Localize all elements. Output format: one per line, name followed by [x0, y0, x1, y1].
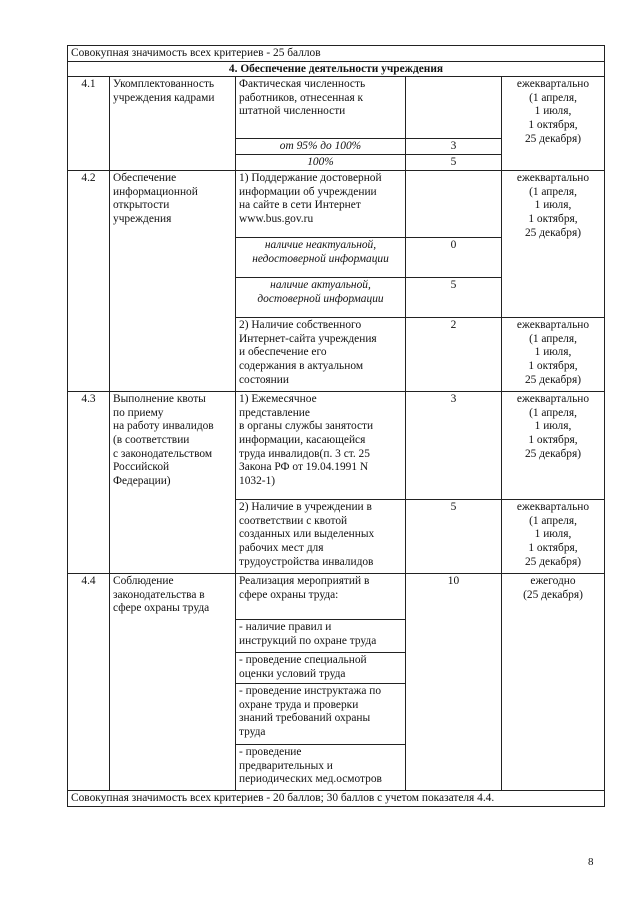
criterion-number: 4.2 [68, 171, 110, 392]
sub-indicator: наличие неактуальной, недостоверной информации [236, 238, 406, 278]
score-empty [406, 77, 502, 139]
criteria-table [67, 45, 605, 807]
criterion-name: Соблюдение законодательства в сфере охраны труда [110, 574, 236, 791]
sub-item: - проведение предварительных и периодических мед.осмотров [236, 745, 406, 791]
table-row [68, 392, 605, 500]
score: 2 [406, 318, 502, 392]
score-empty [406, 171, 502, 238]
sub-indicator: 100% [236, 155, 406, 171]
criterion-number: 4.3 [68, 392, 110, 574]
top-total-row [68, 46, 605, 62]
top-total: Совокупная значимость всех критериев - 25 баллов [68, 46, 605, 62]
period-empty [502, 684, 605, 745]
sub-indicator: наличие актуальной, достоверной информации [236, 278, 406, 318]
score-empty [406, 684, 502, 745]
score: 5 [406, 500, 502, 574]
score-empty [406, 745, 502, 791]
score: 3 [406, 392, 502, 500]
score: 10 [406, 574, 502, 620]
indicator: 2) Наличие в учреждении в соответствии с квотой созданных или выделенных рабочих мест для трудоустройства инвалидов [236, 500, 406, 574]
criterion-number: 4.4 [68, 574, 110, 791]
period-empty [502, 745, 605, 791]
indicator: 1) Поддержание достоверной информации об учреждении на сайте в сети Интернет www.bus.gov.ru [236, 171, 406, 238]
criterion-name: Укомплектованность учреждения кадрами [110, 77, 236, 171]
period: ежеквартально (1 апреля, 1 июля, 1 октября, 25 декабря) [502, 171, 605, 318]
section-header-row [68, 61, 605, 77]
criterion-number: 4.1 [68, 77, 110, 171]
table-row [68, 171, 605, 238]
bottom-total: Совокупная значимость всех критериев - 20 баллов; 30 баллов с учетом показателя 4.4. [68, 791, 605, 807]
table-row [68, 77, 605, 139]
indicator: 2) Наличие собственного Интернет-сайта учреждения и обеспечение его содержания в актуальном состоянии [236, 318, 406, 392]
section-title: 4. Обеспечение деятельности учреждения [68, 61, 605, 77]
period: ежеквартально (1 апреля, 1 июля, 1 октября, 25 декабря) [502, 77, 605, 171]
period: ежегодно (25 декабря) [502, 574, 605, 620]
period: ежеквартально (1 апреля, 1 июля, 1 октября, 25 декабря) [502, 392, 605, 500]
indicator: Реализация мероприятий в сфере охраны труда: [236, 574, 406, 620]
page-number: 8 [588, 856, 594, 868]
criterion-name: Выполнение квоты по приему на работу инвалидов (в соответствии с законодательством Российской Федерации) [110, 392, 236, 574]
score: 5 [406, 278, 502, 318]
score-empty [406, 653, 502, 684]
criterion-name: Обеспечение информационной открытости учреждения [110, 171, 236, 392]
sub-item: - наличие правил и инструкций по охране труда [236, 620, 406, 653]
period-empty [502, 653, 605, 684]
score: 5 [406, 155, 502, 171]
period: ежеквартально (1 апреля, 1 июля, 1 октября, 25 декабря) [502, 318, 605, 392]
sub-item: - проведение специальной оценки условий труда [236, 653, 406, 684]
period: ежеквартально (1 апреля, 1 июля, 1 октября, 25 декабря) [502, 500, 605, 574]
table-row [68, 574, 605, 620]
score-empty [406, 620, 502, 653]
score: 0 [406, 238, 502, 278]
indicator: 1) Ежемесячное представление в органы службы занятости информации, касающейся труда инвалидов(п. 3 ст. 25 Закона РФ от 19.04.1991 N 1032-1) [236, 392, 406, 500]
sub-item: - проведение инструктажа по охране труда и проверки знаний требований охраны труда [236, 684, 406, 745]
bottom-total-row [68, 791, 605, 807]
period-empty [502, 620, 605, 653]
sub-indicator: от 95% до 100% [236, 139, 406, 155]
score: 3 [406, 139, 502, 155]
indicator: Фактическая численность работников, отнесенная к штатной численности [236, 77, 406, 139]
